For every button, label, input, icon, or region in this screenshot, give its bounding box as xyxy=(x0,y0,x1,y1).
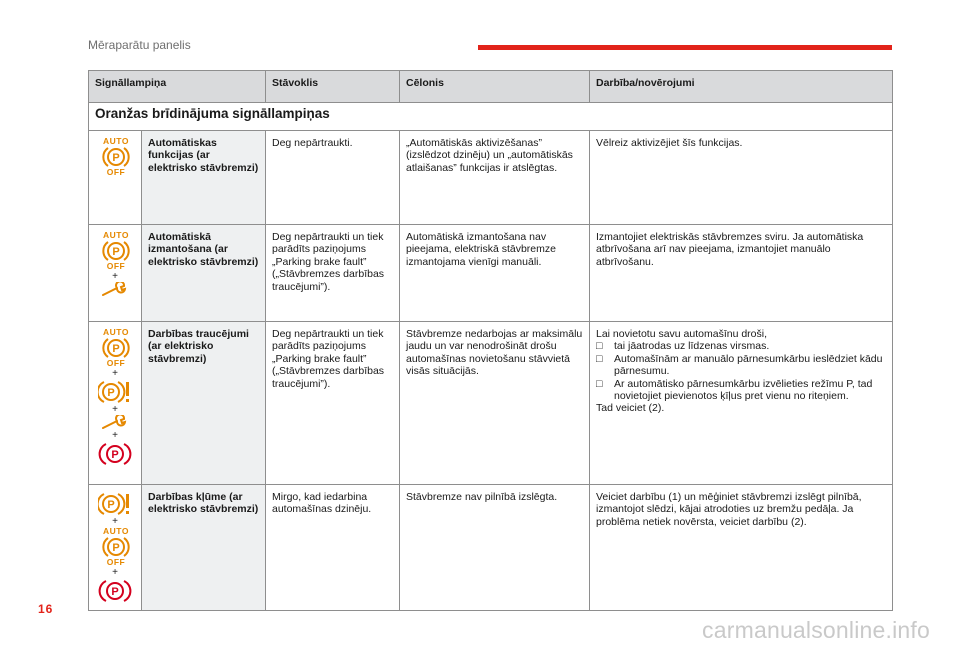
svg-text:P: P xyxy=(107,499,115,511)
action-bullet: □ Automašīnām ar manuālo pārnesumkārbu ieslēdziet kādu pārnesumu. xyxy=(596,352,883,378)
wrench-icon xyxy=(100,282,130,298)
plus-sign: + xyxy=(112,368,118,380)
svg-text:P: P xyxy=(112,152,120,164)
auto-off-brake-icon: AUTO P OFF xyxy=(103,327,129,368)
lamp-state: Deg nepārtraukti. xyxy=(266,131,400,225)
lamp-icons xyxy=(89,322,142,485)
action-bullet: □ tai jāatrodas uz līdzenas virsmas. xyxy=(596,340,770,353)
lamp-action: Vēlreiz aktivizējiet šīs funkcijas. xyxy=(590,131,893,225)
plus-sign: + xyxy=(112,404,118,416)
column-header-cause: Cēlonis xyxy=(400,71,590,103)
auto-off-brake-icon: AUTO P OFF xyxy=(103,526,129,567)
brake-warning-icon xyxy=(98,379,132,405)
lamp-state: Mirgo, kad iedarbina automašīnas dzinēju. xyxy=(266,485,400,611)
group-title: Oranžas brīdinājuma signāllampiņas xyxy=(89,103,893,131)
lamp-state: Deg nepārtraukti un tiek parādīts paziņojums „Parking brake fault” („Stāvbremzes darbības traucējumi”). xyxy=(266,322,400,485)
action-outro: Tad veiciet (2). xyxy=(596,402,665,415)
red-brake-icon xyxy=(98,578,132,604)
header-red-bar xyxy=(478,45,892,50)
lamp-name: Automātiskā izmantošana (ar elektrisko stāvbremzi) xyxy=(142,225,266,322)
auto-off-brake-icon: AUTO P OFF xyxy=(103,136,129,177)
lamp-cause: Stāvbremze nedarbojas ar maksimālu jaudu un var nenodrošināt drošu automašīnas novietošanu stāvvietā visās situācijās. xyxy=(400,322,590,485)
column-header-lamp: Signāllampiņa xyxy=(89,71,266,103)
svg-text:P: P xyxy=(112,343,120,355)
plus-sign: + xyxy=(112,567,118,579)
column-header-state: Stāvoklis xyxy=(266,71,400,103)
page-number: 16 xyxy=(38,602,54,616)
table-row xyxy=(89,131,893,225)
bullet-checkbox-icon: □ xyxy=(596,352,603,365)
table-row xyxy=(89,322,893,485)
action-bullet: □ Ar automātisko pārnesumkārbu izvēlieties režīmu P, tad novietojiet pievienotos ķīļus pret vienu no riteņiem. xyxy=(596,377,873,403)
lamp-action: Veiciet darbību (1) un mēģiniet stāvbremzi izslēgt pilnībā, izmantojot slēdzi, kājai atrodoties uz bremžu pedāļa. Ja problēma netiek novērsta, veiciet darbību (2). xyxy=(590,485,893,611)
svg-text:P: P xyxy=(111,449,119,462)
lamp-cause: Automātiskā izmantošana nav pieejama, elektriskā stāvbremze izmantojama vienīgi manuāli. xyxy=(400,225,590,322)
table-row xyxy=(89,225,893,322)
lamp-icons xyxy=(89,485,142,611)
auto-off-brake-icon: AUTO P OFF xyxy=(103,230,129,271)
lamp-icons xyxy=(89,225,142,322)
action-intro: Lai novietotu savu automašīnu droši, xyxy=(596,328,768,340)
warning-lamps-table xyxy=(88,70,893,611)
svg-text:P: P xyxy=(112,542,120,554)
table-header-row xyxy=(89,71,893,103)
wrench-icon xyxy=(100,415,130,431)
section-title: Mēraparātu panelis xyxy=(88,38,191,52)
lamp-action xyxy=(590,322,893,485)
svg-text:P: P xyxy=(111,586,119,599)
plus-sign: + xyxy=(112,271,118,283)
lamp-cause: „Automātiskās aktivizēšanas” (izslēdzot dzinēju) un „automātiskās atlaišanas” funkcijas ir atslēgtas. xyxy=(400,131,590,225)
red-brake-icon xyxy=(98,441,132,467)
lamp-state: Deg nepārtraukti un tiek parādīts paziņojums „Parking brake fault” („Stāvbremzes darbības traucējumi”). xyxy=(266,225,400,322)
bullet-checkbox-icon: □ xyxy=(596,377,603,390)
lamp-name: Automātiskas funkcijas (ar elektrisko stāvbremzi) xyxy=(142,131,266,225)
lamp-name: Darbības traucējumi (ar elektrisko stāvbremzi) xyxy=(142,322,266,485)
plus-sign: + xyxy=(112,430,118,442)
lamp-action: Izmantojiet elektriskās stāvbremzes sviru. Ja automātiska atbrīvošana arī nav pieejama, izmantojiet manuālo atbrīvošanu. xyxy=(590,225,893,322)
lamp-name: Darbības kļūme (ar elektrisko stāvbremzi) xyxy=(142,485,266,611)
svg-text:P: P xyxy=(107,387,115,400)
watermark: carmanualsonline.info xyxy=(702,617,930,643)
table-row xyxy=(89,485,893,611)
brake-warning-icon xyxy=(98,491,132,517)
lamp-cause: Stāvbremze nav pilnībā izslēgta. xyxy=(400,485,590,611)
column-header-action: Darbība/novērojumi xyxy=(590,71,893,103)
bullet-checkbox-icon: □ xyxy=(596,340,603,353)
group-row xyxy=(89,103,893,131)
lamp-icons xyxy=(89,131,142,225)
svg-text:P: P xyxy=(112,246,120,258)
plus-sign: + xyxy=(112,516,118,527)
